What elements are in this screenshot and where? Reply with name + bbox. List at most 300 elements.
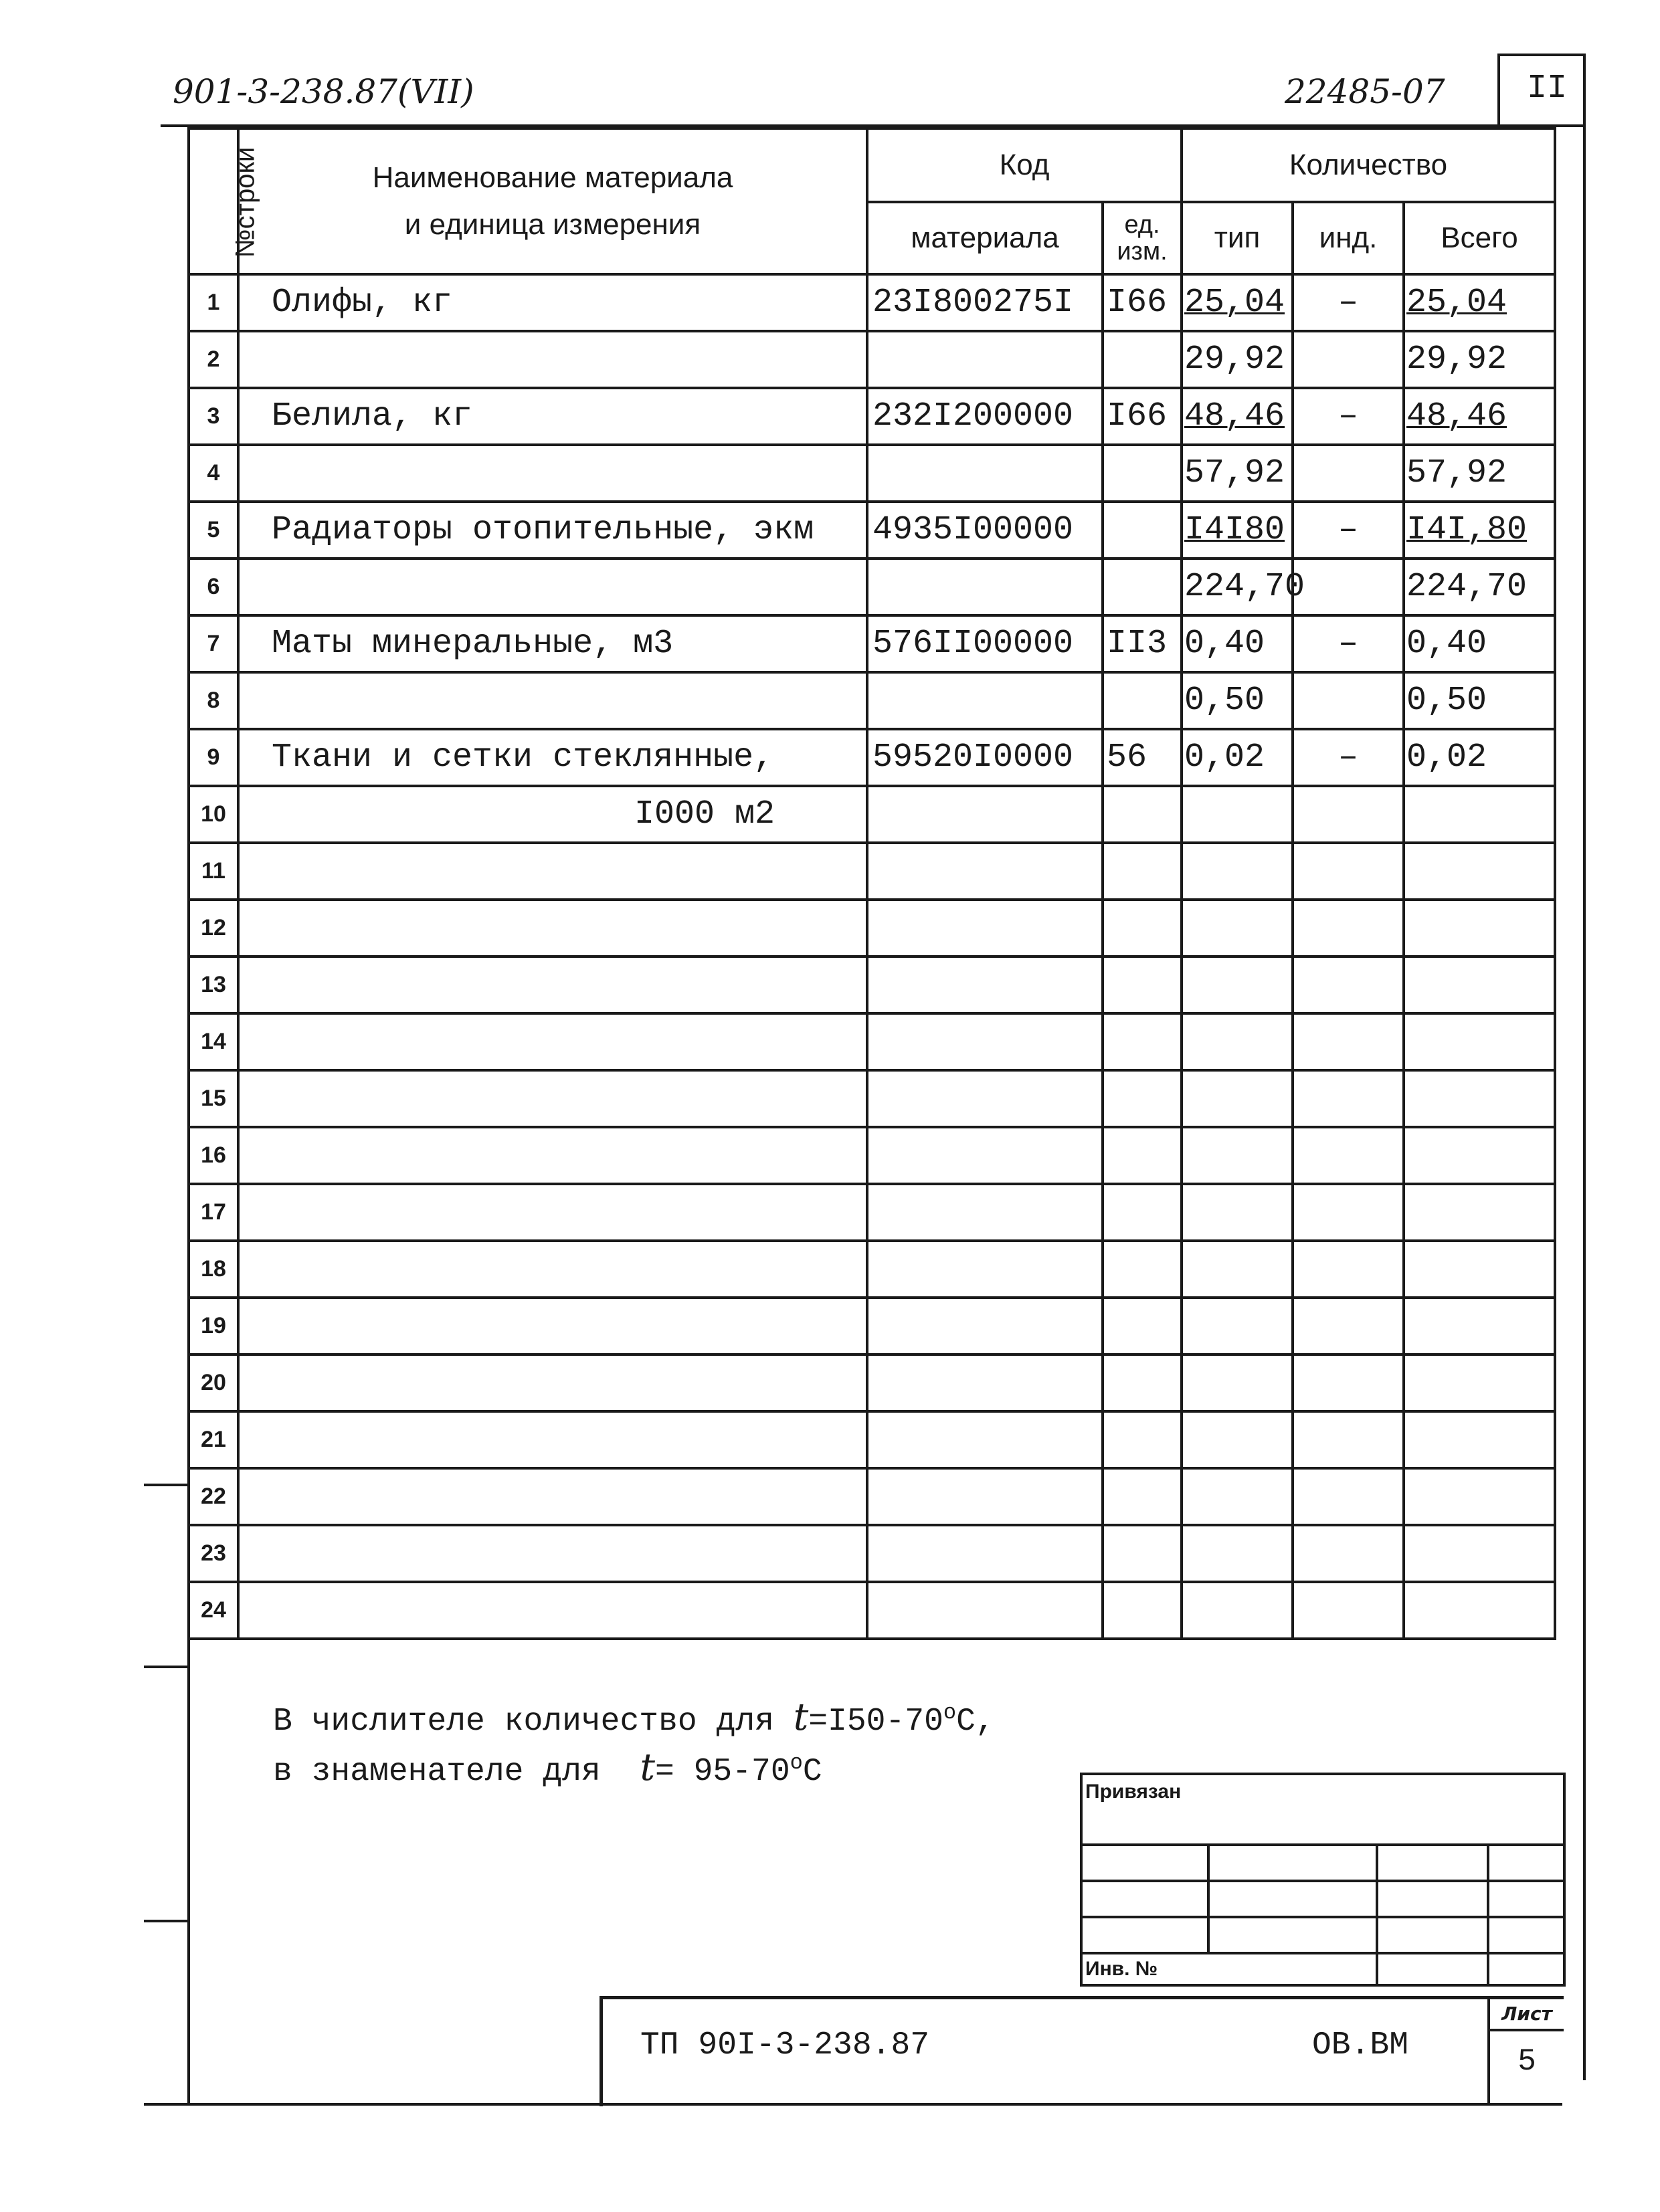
qty-ind-cell-text: – <box>1338 397 1358 435</box>
note-line2-prefix: в знаменателе для <box>273 1754 601 1790</box>
sheet-label: Лист <box>1490 1997 1564 2031</box>
qty-type-cell <box>1182 502 1293 559</box>
material-code-cell <box>867 1298 1103 1354</box>
table-row <box>189 331 1555 388</box>
qty-type-cell-text: 0,50 <box>1184 682 1265 720</box>
table-row <box>189 786 1555 843</box>
row-number-cell <box>189 672 238 729</box>
stamp-cell <box>1081 1845 1208 1881</box>
qty-total-cell-text: 48,46 <box>1406 397 1507 435</box>
stamp-inv-label: Инв. № <box>1085 1958 1158 1980</box>
qty-type-cell-text: I4I80 <box>1184 511 1285 549</box>
row-number-cell <box>189 1241 238 1298</box>
qty-total-cell <box>1404 729 1555 786</box>
qty-total-cell <box>1404 1354 1555 1411</box>
material-name-cell <box>238 1411 867 1468</box>
row-number-cell <box>189 1298 238 1354</box>
qty-type-cell <box>1182 1070 1293 1127</box>
material-code-cell-text: 4935I00000 <box>872 511 1074 549</box>
row-number-cell-text: 7 <box>207 631 220 656</box>
qty-total-cell <box>1404 615 1555 672</box>
material-code-cell <box>867 672 1103 729</box>
header-code-material: материала <box>867 202 1103 274</box>
stamp-inv-cell <box>1081 1953 1377 1985</box>
qty-total-cell <box>1404 1127 1555 1184</box>
qty-ind-cell <box>1293 1525 1404 1582</box>
qty-type-cell <box>1182 1354 1293 1411</box>
header-name-line2: и единица измерения <box>404 208 701 241</box>
row-number-cell <box>189 331 238 388</box>
row-number-cell-text: 14 <box>201 1029 226 1054</box>
table-row <box>189 445 1555 502</box>
table-row <box>189 1298 1555 1354</box>
qty-type-cell-text: 57,92 <box>1184 454 1285 492</box>
unit-code-cell <box>1103 559 1182 615</box>
row-number-cell <box>189 957 238 1013</box>
row-number-cell-text: 18 <box>201 1256 226 1282</box>
table-row <box>189 900 1555 957</box>
note-line-1 <box>273 1692 995 1742</box>
qty-total-cell <box>1404 502 1555 559</box>
material-name-cell <box>238 1525 867 1582</box>
qty-type-cell <box>1182 1298 1293 1354</box>
row-number-cell <box>189 388 238 445</box>
material-code-cell <box>867 559 1103 615</box>
header-row-number-label: №строки <box>230 146 260 258</box>
row-number-cell <box>189 786 238 843</box>
material-code-cell <box>867 1127 1103 1184</box>
qty-total-cell <box>1404 559 1555 615</box>
unit-code-cell <box>1103 1241 1182 1298</box>
material-code-cell <box>867 1411 1103 1468</box>
qty-ind-cell <box>1293 1013 1404 1070</box>
table-row <box>189 843 1555 900</box>
qty-total-cell <box>1404 672 1555 729</box>
qty-total-cell <box>1404 1525 1555 1582</box>
unit-code-cell-text: II3 <box>1107 625 1168 663</box>
material-name-cell <box>238 1013 867 1070</box>
unit-code-cell <box>1103 786 1182 843</box>
note-line1-t: t <box>793 1696 809 1739</box>
qty-ind-cell <box>1293 331 1404 388</box>
qty-ind-cell <box>1293 1411 1404 1468</box>
row-number-cell-text: 24 <box>201 1597 226 1623</box>
sheet-corner-number: II <box>1527 70 1568 108</box>
table-row <box>189 957 1555 1013</box>
row-number-cell <box>189 559 238 615</box>
header-code-unit-label: ед. изм. <box>1117 211 1168 266</box>
qty-ind-cell <box>1293 1582 1404 1639</box>
material-code-cell <box>867 615 1103 672</box>
temperature-note <box>273 1692 995 1793</box>
unit-code-cell <box>1103 445 1182 502</box>
document-code-left <box>173 72 474 111</box>
material-code-cell <box>867 786 1103 843</box>
unit-code-cell <box>1103 900 1182 957</box>
material-name-cell-text: Белила, кг <box>272 397 473 435</box>
unit-code-cell <box>1103 1127 1182 1184</box>
qty-total-cell <box>1404 1184 1555 1241</box>
material-code-cell <box>867 1354 1103 1411</box>
stamp-cell <box>1377 1881 1488 1917</box>
header-qty-ind: инд. <box>1293 202 1404 274</box>
note-line2-deg: o <box>790 1750 803 1775</box>
table-row <box>189 1582 1555 1639</box>
header-name <box>238 128 867 274</box>
material-code-cell-text: 232I200000 <box>872 397 1074 435</box>
qty-type-cell <box>1182 559 1305 615</box>
unit-code-cell <box>1103 1070 1182 1127</box>
note-line1-value: =I50-70 <box>808 1704 943 1740</box>
material-code-cell <box>867 957 1103 1013</box>
unit-code-cell <box>1103 1525 1182 1582</box>
note-line1-prefix: В числителе количество для <box>273 1704 774 1740</box>
qty-total-cell <box>1404 1298 1555 1354</box>
table-row <box>189 672 1555 729</box>
material-code-cell-text: 23I800275I <box>872 284 1074 322</box>
material-name-cell <box>238 786 867 843</box>
stamp-cell <box>1488 1845 1564 1881</box>
stamp-cell <box>1488 1917 1564 1953</box>
qty-total-cell <box>1404 843 1555 900</box>
qty-type-cell <box>1182 615 1293 672</box>
unit-code-cell <box>1103 331 1182 388</box>
material-code-cell <box>867 1582 1103 1639</box>
qty-type-cell <box>1182 786 1293 843</box>
stamp-cell <box>1488 1953 1564 1985</box>
row-number-cell <box>189 1354 238 1411</box>
unit-code-cell-text: 56 <box>1107 738 1147 777</box>
qty-ind-cell-text: – <box>1338 625 1358 663</box>
row-number-cell <box>189 1070 238 1127</box>
row-number-cell-text: 10 <box>201 801 226 827</box>
qty-total-cell <box>1404 331 1555 388</box>
material-name-cell <box>238 331 867 388</box>
qty-type-cell-text: 0,02 <box>1184 738 1265 777</box>
stamp-cell <box>1377 1917 1488 1953</box>
qty-total-cell <box>1404 1070 1555 1127</box>
material-name-cell <box>238 729 867 786</box>
qty-ind-cell-text: – <box>1338 511 1358 549</box>
unit-code-cell <box>1103 1298 1182 1354</box>
qty-total-cell <box>1404 388 1555 445</box>
qty-type-cell <box>1182 672 1293 729</box>
qty-ind-cell <box>1293 274 1404 331</box>
qty-ind-cell <box>1293 729 1404 786</box>
material-code-cell <box>867 843 1103 900</box>
qty-total-cell <box>1404 274 1555 331</box>
header-qty-type: тип <box>1182 202 1293 274</box>
row-number-cell <box>189 445 238 502</box>
material-name-cell-text: Ткани и сетки стеклянные, <box>272 738 774 777</box>
material-code-cell <box>867 388 1103 445</box>
material-name-cell <box>238 1354 867 1411</box>
unit-code-cell <box>1103 388 1182 445</box>
header-code-group: Код <box>867 128 1182 202</box>
row-number-cell-text: 5 <box>207 517 220 542</box>
qty-total-cell-text: 224,70 <box>1406 568 1528 606</box>
qty-total-cell <box>1404 900 1555 957</box>
table-row <box>189 388 1555 445</box>
qty-type-cell-text: 25,04 <box>1184 284 1285 322</box>
qty-type-cell <box>1182 388 1293 445</box>
material-code-cell <box>867 502 1103 559</box>
unit-code-cell <box>1103 1184 1182 1241</box>
table-row <box>189 1241 1555 1298</box>
note-line-2 <box>273 1742 995 1793</box>
qty-ind-cell <box>1293 1468 1404 1525</box>
table-row <box>189 1411 1555 1468</box>
stamp-cell <box>1081 1917 1208 1953</box>
material-name-cell <box>238 1184 867 1241</box>
qty-total-cell-text: 57,92 <box>1406 454 1507 492</box>
title-block <box>600 1996 1564 2106</box>
unit-code-cell <box>1103 672 1182 729</box>
material-name-cell <box>238 388 867 445</box>
unit-code-cell-text: I66 <box>1107 397 1168 435</box>
unit-code-cell <box>1103 843 1182 900</box>
row-number-cell-text: 17 <box>201 1199 226 1225</box>
note-line1-deg: o <box>943 1700 957 1725</box>
material-name-cell <box>238 1127 867 1184</box>
header-qty-total: Всего <box>1404 202 1555 274</box>
qty-ind-cell <box>1293 1127 1404 1184</box>
row-number-cell-text: 1 <box>207 290 220 315</box>
qty-total-cell-text: 29,92 <box>1406 340 1507 379</box>
row-number-cell-text: 15 <box>201 1086 226 1111</box>
table-row <box>189 1013 1555 1070</box>
qty-type-cell <box>1182 1013 1293 1070</box>
row-number-cell <box>189 502 238 559</box>
row-number-cell-text: 22 <box>201 1484 226 1509</box>
row-number-cell-text: 11 <box>201 858 225 884</box>
frame-corner-divider <box>1497 54 1500 127</box>
qty-total-cell <box>1404 786 1555 843</box>
qty-type-cell-text: 29,92 <box>1184 340 1285 379</box>
qty-ind-cell <box>1293 1354 1404 1411</box>
row-number-cell-text: 19 <box>201 1313 226 1338</box>
row-number-cell <box>189 1127 238 1184</box>
material-name-cell <box>238 672 867 729</box>
left-code-text: 901-3-238.87 <box>173 72 397 111</box>
stamp-cell <box>1208 1881 1377 1917</box>
row-number-cell-text: 3 <box>207 403 220 429</box>
qty-type-cell <box>1182 729 1293 786</box>
materials-table <box>187 127 1556 1640</box>
material-name-cell <box>238 274 867 331</box>
unit-code-cell <box>1103 957 1182 1013</box>
unit-code-cell <box>1103 1468 1182 1525</box>
material-code-cell <box>867 1013 1103 1070</box>
row-number-cell-text: 23 <box>201 1540 226 1566</box>
row-number-cell <box>189 1411 238 1468</box>
qty-ind-cell <box>1293 900 1404 957</box>
qty-type-cell <box>1182 1127 1293 1184</box>
row-number-cell-text: 9 <box>207 744 220 770</box>
qty-type-cell-text: 0,40 <box>1184 625 1265 663</box>
material-name-cell <box>238 1241 867 1298</box>
table-row <box>189 615 1555 672</box>
row-number-cell <box>189 615 238 672</box>
qty-type-cell <box>1182 1411 1293 1468</box>
material-name-cell-text: I000 м2 <box>634 795 775 833</box>
stamp-linked-label: Привязан <box>1085 1781 1182 1803</box>
material-name-cell-text: Олифы, кг <box>272 284 453 322</box>
unit-code-cell <box>1103 274 1182 331</box>
material-name-cell <box>238 559 867 615</box>
qty-type-cell-text: 48,46 <box>1184 397 1285 435</box>
row-number-cell-text: 2 <box>207 346 220 372</box>
note-line1-unit: С, <box>956 1704 995 1740</box>
header-name-line1: Наименование материала <box>372 161 733 194</box>
row-number-cell <box>189 1582 238 1639</box>
note-line2-value: = 95-70 <box>655 1754 790 1790</box>
row-number-cell <box>189 1525 238 1582</box>
qty-type-cell <box>1182 445 1293 502</box>
qty-ind-cell <box>1293 388 1404 445</box>
qty-total-cell <box>1404 1582 1555 1639</box>
qty-ind-cell <box>1293 1298 1404 1354</box>
material-code-cell <box>867 274 1103 331</box>
qty-type-cell <box>1182 900 1293 957</box>
material-name-cell-text: Маты минеральные, м3 <box>272 625 674 663</box>
material-name-cell <box>238 1070 867 1127</box>
qty-type-cell <box>1182 274 1293 331</box>
margin-mark-1 <box>144 1484 188 1486</box>
header-qty-group: Количество <box>1182 128 1555 202</box>
margin-mark-2 <box>144 1920 188 1922</box>
row-number-cell <box>189 900 238 957</box>
material-code-cell <box>867 1241 1103 1298</box>
material-code-cell <box>867 1184 1103 1241</box>
table-row <box>189 1354 1555 1411</box>
sheet-box <box>1487 1997 1564 2104</box>
qty-type-cell <box>1182 331 1293 388</box>
qty-type-cell <box>1182 1241 1293 1298</box>
table-row <box>189 274 1555 331</box>
qty-total-cell <box>1404 1411 1555 1468</box>
table-row <box>189 1070 1555 1127</box>
qty-ind-cell <box>1293 672 1404 729</box>
unit-code-cell-text: I66 <box>1107 284 1168 322</box>
material-name-cell <box>238 900 867 957</box>
header-code-unit <box>1103 202 1182 274</box>
qty-ind-cell <box>1293 615 1404 672</box>
material-code-cell <box>867 445 1103 502</box>
row-number-cell <box>189 274 238 331</box>
row-number-cell <box>189 729 238 786</box>
table-row <box>189 502 1555 559</box>
unit-code-cell <box>1103 1013 1182 1070</box>
row-number-cell-text: 8 <box>207 688 220 713</box>
qty-ind-cell <box>1293 445 1404 502</box>
material-name-cell <box>238 445 867 502</box>
document-code-right: 22485-07 <box>1285 72 1445 111</box>
row-number-cell-text: 4 <box>207 460 220 486</box>
material-code-cell-text: 576II00000 <box>872 625 1074 663</box>
unit-code-cell <box>1103 1411 1182 1468</box>
qty-total-cell-text: I4I,80 <box>1406 511 1528 549</box>
material-code-cell <box>867 1468 1103 1525</box>
unit-code-cell <box>1103 615 1182 672</box>
qty-type-cell <box>1182 843 1293 900</box>
qty-type-cell <box>1182 957 1293 1013</box>
row-number-cell-text: 13 <box>201 972 226 997</box>
material-name-cell <box>238 1298 867 1354</box>
qty-type-cell <box>1182 1184 1293 1241</box>
material-code-cell-text: 59520I0000 <box>872 738 1074 777</box>
qty-ind-cell <box>1293 1241 1404 1298</box>
unit-code-cell <box>1103 729 1182 786</box>
material-code-cell <box>867 729 1103 786</box>
qty-ind-cell <box>1293 1184 1404 1241</box>
qty-total-cell <box>1404 1241 1555 1298</box>
qty-ind-cell <box>1293 843 1404 900</box>
material-name-cell <box>238 1582 867 1639</box>
qty-total-cell <box>1404 957 1555 1013</box>
stamp-cell <box>1208 1917 1377 1953</box>
table-row <box>189 1184 1555 1241</box>
qty-ind-cell <box>1293 502 1404 559</box>
stamp-cell <box>1081 1881 1208 1917</box>
material-name-cell <box>238 957 867 1013</box>
table-row <box>189 1468 1555 1525</box>
sheet-number: 5 <box>1517 2044 1536 2079</box>
note-line2-t: t <box>640 1746 656 1789</box>
title-mark: ОВ.ВМ <box>1312 2027 1409 2064</box>
stamp-cell <box>1488 1881 1564 1917</box>
qty-ind-cell <box>1293 786 1404 843</box>
material-code-cell <box>867 900 1103 957</box>
qty-type-cell <box>1182 1525 1293 1582</box>
qty-ind-cell-text: – <box>1338 284 1358 322</box>
note-line2-unit: С <box>802 1754 822 1790</box>
table-row <box>189 559 1555 615</box>
stamp-cell <box>1377 1845 1488 1881</box>
qty-total-cell <box>1404 1013 1555 1070</box>
row-number-cell-text: 12 <box>201 915 226 940</box>
stamp-cell <box>1208 1845 1377 1881</box>
qty-type-cell <box>1182 1582 1293 1639</box>
table-row <box>189 1525 1555 1582</box>
table-row <box>189 1127 1555 1184</box>
material-name-cell <box>238 1468 867 1525</box>
qty-total-cell <box>1404 445 1555 502</box>
qty-total-cell-text: 25,04 <box>1406 284 1507 322</box>
row-number-cell <box>189 1468 238 1525</box>
qty-ind-cell <box>1293 559 1404 615</box>
row-number-cell <box>189 1184 238 1241</box>
unit-code-cell <box>1103 1582 1182 1639</box>
header-row-number <box>189 128 260 274</box>
row-number-cell-text: 20 <box>201 1370 226 1395</box>
material-code-cell <box>867 1070 1103 1127</box>
unit-code-cell <box>1103 502 1182 559</box>
material-name-cell-text: Радиаторы отопительные, экм <box>272 511 814 549</box>
qty-total-cell-text: 0,50 <box>1406 682 1487 720</box>
stamp-linked-cell <box>1081 1774 1564 1845</box>
qty-type-cell <box>1182 1468 1293 1525</box>
row-number-cell <box>189 1013 238 1070</box>
left-code-volume: (VII) <box>397 72 474 111</box>
row-number-cell-text: 16 <box>201 1142 226 1168</box>
frame-right-line <box>1583 54 1586 2080</box>
row-number-cell-text: 21 <box>201 1427 226 1452</box>
qty-total-cell-text: 0,02 <box>1406 738 1487 777</box>
binding-stamp <box>1080 1773 1566 1987</box>
material-name-cell <box>238 615 867 672</box>
unit-code-cell <box>1103 1354 1182 1411</box>
